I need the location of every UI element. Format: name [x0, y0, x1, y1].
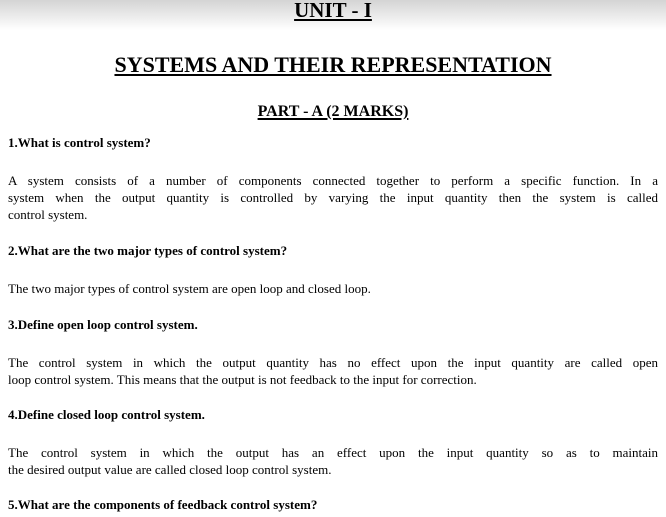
answer-4	[8, 444, 658, 478]
question-3: 3.Define open loop control system.	[8, 317, 198, 332]
question-5: 5.What are the components of feedback control system?	[8, 497, 318, 512]
answer-line: control system.	[8, 207, 88, 222]
answer-line: loop control system. This means that the output is not feedback to the input for correction.	[8, 372, 477, 387]
question-2: 2.What are the two major types of control system?	[8, 243, 288, 258]
answer-line: A system consists of a number of components connected together to perform a specific function. In a	[8, 173, 658, 188]
answer-line: The control system in which the output has an effect upon the input quantity so as to maintain	[8, 445, 658, 460]
answer-line: system when the output quantity is controlled by varying the input quantity then the system is called	[8, 190, 658, 205]
question-4: 4.Define closed loop control system.	[8, 407, 205, 422]
answer-2	[8, 280, 658, 297]
answer-3	[8, 354, 658, 388]
unit-heading: UNIT - I	[294, 0, 372, 22]
question-1: 1.What is control system?	[8, 135, 151, 150]
answer-line: The two major types of control system are open loop and closed loop.	[8, 281, 371, 296]
document-title: SYSTEMS AND THEIR REPRESENTATION	[114, 52, 552, 77]
answer-line: The control system in which the output quantity has no effect upon the input quantity are called open	[8, 355, 658, 370]
answer-1	[8, 172, 658, 223]
part-heading: PART - A (2 MARKS)	[257, 103, 409, 120]
answer-line: the desired output value are called closed loop control system.	[8, 462, 332, 477]
